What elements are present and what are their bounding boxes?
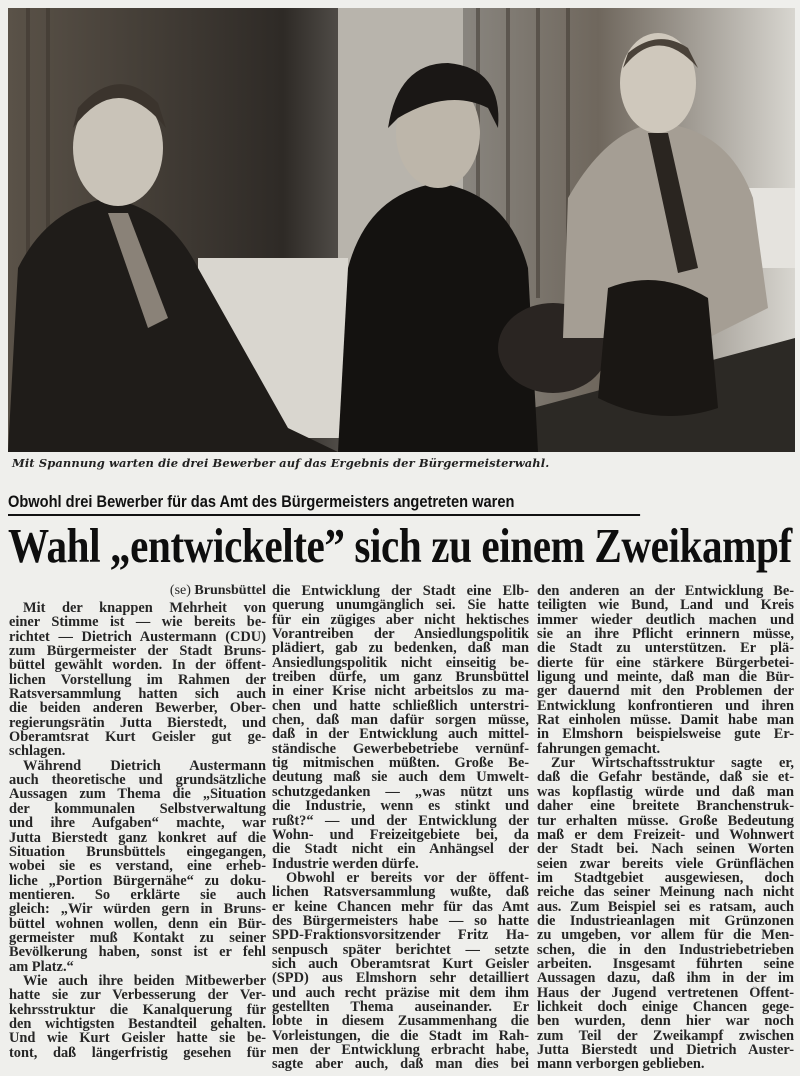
article-text-line: zu umgeben, vor allem für die Men- — [537, 928, 794, 943]
article-text-line: men der Entwicklung erbracht habe, — [272, 1043, 529, 1058]
article-text-line: die beiden anderen Bewerber, Ober- — [9, 701, 266, 716]
article-text-line: in Elmshorn beispielsweise gute Er- — [537, 727, 794, 742]
article-text-line: lichen Vorstellung im Rahmen der — [9, 672, 266, 688]
article-text-line: die Industrie, wenn es stinkt und — [272, 799, 529, 814]
article-text-line: Aussagen zum Thema die „Situation — [9, 787, 266, 802]
article-text-line: arbeiten. Insgesamt führten seine — [537, 956, 794, 972]
article-text-line: (SPD) aus Elmshorn sehr detailliert — [272, 971, 529, 986]
article-text-line: Zur Wirtschaftsstruktur sagte er, — [551, 756, 794, 771]
article-text-line: Wohn- und Freizeitgebiete bei, da — [272, 827, 529, 843]
article-kicker: Obwohl drei Bewerber für das Amt des Bürgermeisters angetreten waren — [8, 492, 640, 516]
article-text-line: gestellten Thema auseinander. Er — [272, 999, 529, 1015]
article-text-line: die Stadt nicht ein Anhängsel der — [272, 842, 529, 857]
article-text-line: Ratsversammlung hatten sich auch — [9, 687, 266, 702]
article-text-line: lichen Ratsversammlung wußte, daß — [272, 885, 529, 900]
article-text-line: den anderen an der Entwicklung Be- — [537, 584, 794, 599]
article-text-line: aus. Zum Beispiel sei es ratsam, auch — [537, 899, 794, 914]
article-text-line: germeister muß Kontakt zu seiner — [9, 930, 266, 946]
article-text-line: maß er dem Freizeit- und Wohnwert — [537, 827, 794, 843]
article-text-line: in einer Krise nicht arbeitslos zu ma- — [272, 684, 529, 699]
article-text-line: immer wieder deutlich machen und — [537, 612, 794, 628]
article-text-line: die Stadt zu unterstützen. Er plä- — [537, 641, 794, 656]
article-text-line: Und wie Kurt Geisler hatte sie be- — [9, 1031, 266, 1046]
article-text-line: Industrie werden dürfe. — [272, 856, 419, 871]
article-text-line: Während Dietrich Austermann — [23, 758, 266, 774]
article-text-line: Haus der Jugend vertretenen Öffent- — [537, 985, 794, 1000]
article-text-line: senpusch später berichtet — setzte — [272, 942, 529, 957]
article-text-line: Bevölkerung haben, sonst ist er fehl — [9, 945, 266, 960]
article-text-line: Aussagen dazu, daß ihm in der im — [537, 971, 794, 986]
article-text-line: rußt?“ — und der Entwicklung der — [272, 813, 529, 828]
article-headline: Wahl „entwickelte” sich zu einem Zweikampf — [8, 518, 792, 573]
article-text-line: Obwohl er bereits vor der öffent- — [286, 870, 529, 886]
article-text-line: auch theoretische und grundsätzliche — [9, 773, 266, 788]
article-text-line: für ein zügiges aber nicht hektisches — [272, 612, 529, 628]
article-text-line: Entwicklung konfrontieren und ihren — [537, 698, 794, 714]
article-text-line: regierungsrätin Jutta Bierstedt, und — [9, 715, 266, 731]
article-text-line: Mit der knappen Mehrheit von — [23, 601, 266, 616]
article-text-line: reiche das seiner Meinung nach nicht — [537, 885, 794, 900]
news-photo — [8, 8, 795, 452]
article-text-line: tig mitmischen müßten. Große Be- — [272, 756, 529, 771]
article-text-line: daher eine breitete Branchenstruk- — [537, 799, 794, 814]
article-text-line: daß in der Entwicklung auch mittel- — [272, 727, 529, 742]
article-text-line: was kopflastig würde und daß man — [537, 784, 794, 800]
dateline — [9, 584, 266, 601]
article-text-line: tont, daß längerfristig gesehen für — [9, 1045, 266, 1060]
article-text-line: des Bürgermeisters habe — so hatte — [272, 913, 529, 929]
article-text-line: schen, die in den Industriebetrieben — [537, 942, 794, 957]
article-text-line: querung unumgänglich sei. Sie hatte — [272, 598, 529, 613]
article-text-line: lobte in diesem Zusammenhang die — [272, 1014, 529, 1029]
article-text-line: gleich: „Wir würden gern in Bruns- — [9, 902, 266, 917]
photo-caption: Mit Spannung warten die drei Bewerber auf das Ergebnis der Bürgermeisterwahl. — [12, 456, 550, 470]
article-text-line: teiligten wie Bund, Land und Kreis — [537, 598, 794, 613]
article-text-line: ger dauernd mit den Problemen der — [537, 684, 794, 699]
article-text-line: den wichtigsten Bestandteil gehalten. — [9, 1016, 266, 1032]
article-text-line: zum Teil der Zweikampf zwischen — [537, 1028, 794, 1043]
article-text-line: treiben dürfe, um ganz Brunsbüttel — [272, 670, 529, 685]
article-text-line: sich auch Oberamtsrat Kurt Geisler — [272, 956, 529, 972]
article-column-1 — [9, 584, 266, 1060]
article-text-line: daß die Gefahr bestände, daß sie et- — [537, 770, 794, 785]
dateline-place: Brunsbüttel — [194, 583, 266, 598]
article-text-line: ben wurden, denn hier war noch — [537, 1014, 794, 1029]
article-text-line: Ansiedlungspolitik nicht einseitig be- — [272, 655, 529, 671]
article-text-line: lichkeit doch einige Chancen gege- — [537, 999, 794, 1015]
article-text-line: dierte für eine stärkere Bürgerbetei- — [537, 655, 794, 671]
article-text-line: schlagen. — [9, 744, 66, 759]
article-text-line: chen, daß man dafür sorgen müsse, — [272, 713, 529, 728]
article-column-2 — [272, 584, 529, 1072]
article-text-line: wobei sie es verstand, eine erheb- — [9, 859, 266, 874]
article-text-line: fahrungen gemacht. — [537, 741, 661, 757]
article-text-line: büttel wohnen wollen, denn ein Bür- — [9, 916, 266, 931]
article-text-line: Jutta Bierstedt ganz konkret auf die — [9, 830, 266, 845]
article-text-line: zum Bürgermeister der Stadt Bruns- — [9, 644, 266, 659]
article-text-line: richtet — Dietrich Austermann (CDU) — [9, 629, 266, 645]
article-text-line: der Stadt bei. Nach seinen Worten — [537, 842, 794, 857]
article-text-line: Situation Brunsbüttels eingegangen, — [9, 844, 266, 860]
article-text-line: seien zwar bereits viele Grünflächen — [537, 856, 794, 871]
article-text-line: tur erhalten müsse. Große Bedeutung — [537, 813, 794, 828]
article-text-line: mann verborgen geblieben. — [537, 1057, 705, 1072]
article-text-line: am Platz.“ — [9, 959, 74, 974]
article-text-line: büttel gewählt worden. In der öffent- — [9, 658, 266, 673]
article-text-line: Jutta Bierstedt und Dietrich Auster- — [537, 1043, 794, 1058]
article-text-line: chen und hatte schließlich unterstri- — [272, 698, 529, 714]
article-text-line: mentieren. So erklärte sie auch — [9, 887, 266, 903]
article-text-line: und ihre Aufgaben“ machte, war — [9, 816, 266, 831]
article-text-line: kehrsstruktur die Kanalquerung für — [9, 1002, 266, 1017]
article-text-line: einer Stimme ist — wie bereits be- — [9, 615, 266, 630]
article-text-line: hatte sie zur Verbesserung der Ver- — [9, 988, 266, 1003]
article-text-line: SPD-Fraktionsvorsitzender Fritz Ha- — [272, 928, 529, 943]
article-text-line: schutzgedanken — „was nützt uns — [272, 784, 529, 800]
article-text-line: im Stadtgebiet ausgewiesen, doch — [537, 870, 794, 886]
article-text-line: deutung maß sie auch dem Umwelt- — [272, 770, 529, 785]
article-text-line: er keine Chancen mehr für das Amt — [272, 899, 529, 914]
article-text-line: Oberamtsrat Kurt Geisler gut ge- — [9, 730, 266, 745]
article-text-line: sie an ihre Pflicht erinnern müsse, — [537, 627, 794, 642]
article-text-line: plädiert, gab zu bedenken, daß man — [272, 641, 529, 656]
article-text-line: Rat einholen müsse. Damit habe man — [537, 713, 794, 728]
article-text-line: der kommunalen Selbstverwaltung — [9, 801, 266, 817]
article-text-line: Vorantreiben der Ansiedlungspolitik — [272, 627, 529, 642]
photo-three-candidates — [8, 8, 795, 452]
article-column-3 — [537, 584, 794, 1072]
dateline-source: (se) — [169, 583, 191, 598]
article-text-line: sagte aber auch, daß man dies bei — [272, 1057, 529, 1072]
article-text-line: Wie auch ihre beiden Mitbewerber — [23, 973, 266, 989]
article-text-line: Vorleistungen, die die Stadt im Rah- — [272, 1028, 529, 1043]
article-text-line: ständische Gewerbebetriebe vernünf- — [272, 741, 529, 757]
article-text-line: liche „Portion Bürgernähe“ zu doku- — [9, 873, 266, 888]
article-text-line: die Industrieanlagen mit Grünzonen — [537, 913, 794, 929]
article-text-line: und auch recht präzise mit dem ihm — [272, 985, 529, 1000]
article-text-line: ligung und meinte, daß man die Bür- — [537, 670, 794, 685]
article-text-line: die Entwicklung der Stadt eine Elb- — [272, 584, 529, 599]
